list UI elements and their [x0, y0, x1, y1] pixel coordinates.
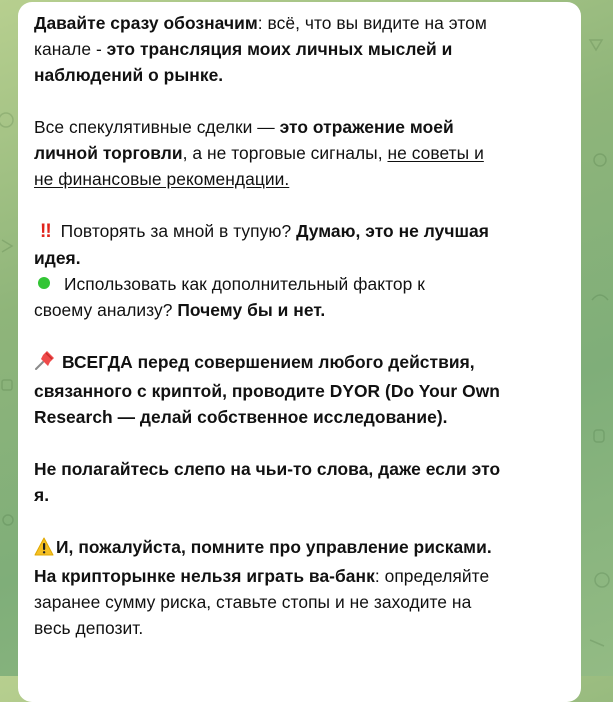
- bold-text: это отражение моей: [279, 117, 454, 137]
- paragraph-trust: [34, 456, 566, 508]
- bold-text: Не полагайтесь слепо на чьи-то слова, даже если это: [34, 459, 501, 479]
- double-exclamation-icon: !!: [40, 221, 51, 242]
- text: весь депозит.: [34, 618, 144, 638]
- bold-text: ВСЕГДА перед совершением любого действия,: [62, 352, 475, 372]
- bold-text: Давайте сразу обозначим: [34, 13, 258, 33]
- paragraph-disclaimer: [34, 10, 566, 88]
- text: Все спекулятивные сделки —: [34, 117, 280, 137]
- bold-text: личной торговли: [34, 143, 183, 163]
- paragraph-copying: [34, 218, 566, 323]
- bold-text: Думаю, это не лучшая: [296, 221, 489, 241]
- text: заранее сумму риска, ставьте стопы и не заходите на: [34, 592, 472, 612]
- text: : определяйте: [374, 566, 490, 586]
- paragraph-trades: [34, 114, 566, 192]
- text: Использовать как дополнительный фактор к: [64, 274, 425, 294]
- underlined-text: не финансовые рекомендации.: [34, 169, 290, 189]
- pushpin-icon: [34, 351, 56, 378]
- warning-icon: [34, 537, 54, 563]
- underlined-text: не советы и: [387, 143, 484, 163]
- text: Повторять за мной в тупую?: [60, 221, 297, 241]
- text: , а не торговые сигналы,: [182, 143, 388, 163]
- text: каналe -: [34, 39, 107, 59]
- bold-text: Research — делай собственное исследование).: [34, 407, 448, 427]
- message-text: [34, 10, 566, 641]
- bold-text: идея.: [34, 248, 81, 268]
- paragraph-dyor: [34, 349, 566, 430]
- text: : всё, что вы видите на этом: [257, 13, 487, 33]
- bold-text: это трансляция моих личных мыслей и: [106, 39, 453, 59]
- message-bubble: [18, 2, 581, 702]
- bold-text: На крипторынке нельзя играть ва-банк: [34, 566, 375, 586]
- bold-text: наблюдений о рынке.: [34, 65, 224, 85]
- green-circle-icon: [38, 277, 50, 289]
- text: своему анализу?: [34, 300, 178, 320]
- bold-text: Почему бы и нет.: [177, 300, 326, 320]
- bold-text: связанного с криптой, проводите DYOR (Do Your Own: [34, 381, 500, 401]
- bold-text: я.: [34, 485, 50, 505]
- bold-text: И, пожалуйста, помните про управление рисками.: [56, 537, 492, 557]
- paragraph-risk: [34, 534, 566, 641]
